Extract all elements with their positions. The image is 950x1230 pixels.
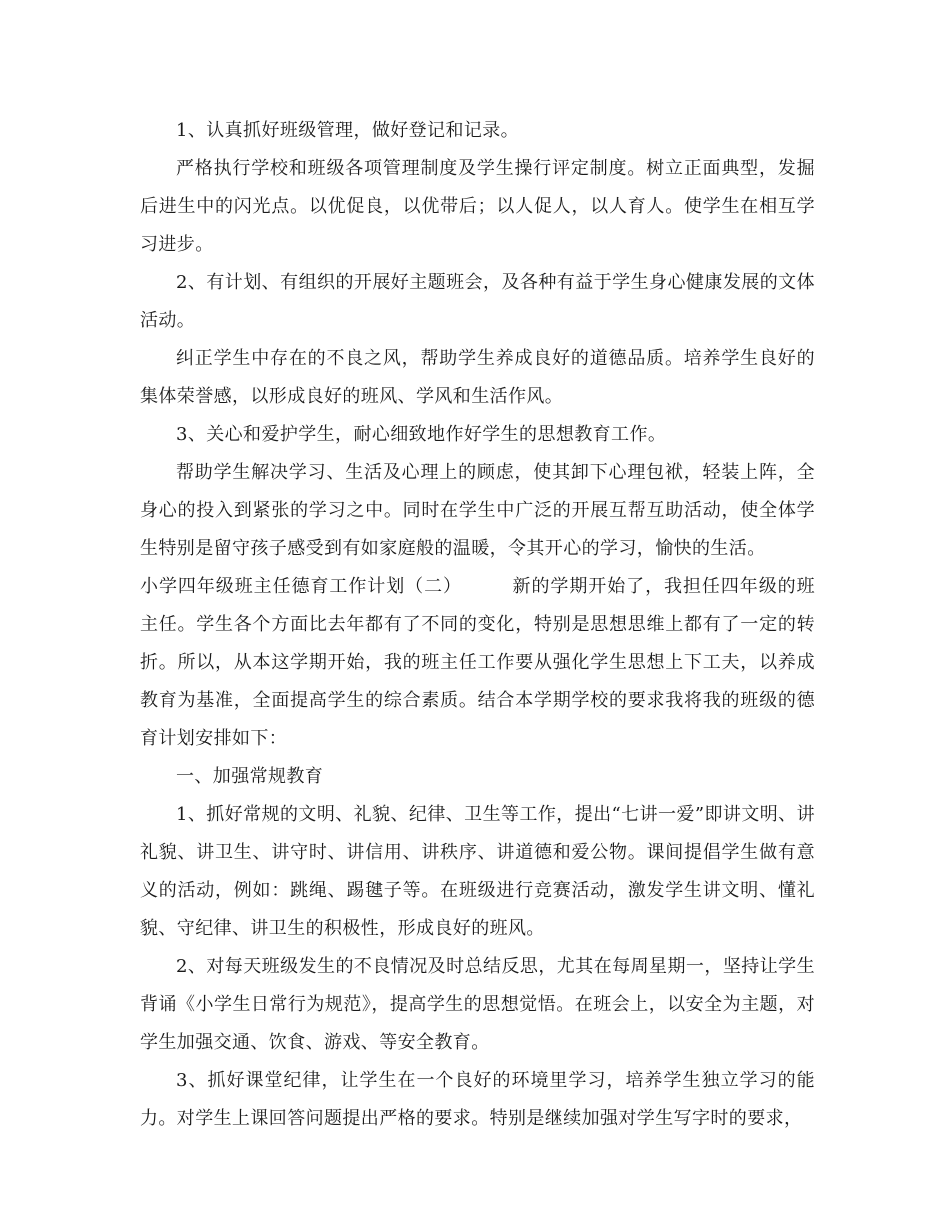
- paragraph: 2、有计划、有组织的开展好主题班会，及各种有益于学生身心健康发展的文体活动。: [140, 272, 815, 331]
- heading-paragraph: 一、加强常规教育: [176, 766, 324, 787]
- section-intro: 新的学期开始了，我担任四年级的班主任。学生各个方面比去年都有了不同的变化，特别是思想思维上都有了一定的转折。所以，从本这学期开始，我的班主任工作要从强化学生思想上下工夫，以养成教育为基准，全面提高学生的综合素质。结合本学期学校的要求我将我的班级的德育计划安排如下：: [140, 576, 815, 749]
- paragraph: 纠正学生中存在的不良之风，帮助学生养成良好的道德品质。培养学生良好的集体荣誉感，以形成良好的班风、学风和生活作风。: [140, 348, 815, 407]
- document-body: [140, 112, 815, 1138]
- paragraph: 3、关心和爱护学生，耐心细致地作好学生的思想教育工作。: [176, 424, 667, 445]
- paragraph: 1、认真抓好班级管理，做好登记和记录。: [176, 120, 520, 141]
- section-title: 小学四年级班主任德育工作计划（二）: [140, 576, 462, 597]
- paragraph: 严格执行学校和班级各项管理制度及学生操行评定制度。树立正面典型，发掘后进生中的闪光点。以优促良，以优带后；以人促人，以人育人。使学生在相互学习进步。: [140, 158, 815, 255]
- section-intro-paragraph: [140, 568, 815, 758]
- paragraph: 2、对每天班级发生的不良情况及时总结反思，尤其在每周星期一，坚持让学生背诵《小学生日常行为规范》，提高学生的思想觉悟。在班会上，以安全为主题，对学生加强交通、饮食、游戏、等安全教育。: [140, 956, 815, 1053]
- paragraph: 帮助学生解决学习、生活及心理上的顾虑，使其卸下心理包袱，轻装上阵，全身心的投入到紧张的学习之中。同时在学生中广泛的开展互帮互助活动，使全体学生特别是留守孩子感受到有如家庭般的温暖，令其开心的学习，愉快的生活。: [140, 462, 815, 559]
- paragraph: 1、抓好常规的文明、礼貌、纪律、卫生等工作，提出“七讲一爱”即讲文明、讲礼貌、讲卫生、讲守时、讲信用、讲秩序、讲道德和爱公物。课间提倡学生做有意义的活动，例如：跳绳、踢毽子等。在班级进行竞赛活动，激发学生讲文明、懂礼貌、守纪律、讲卫生的积极性，形成良好的班风。: [140, 804, 815, 939]
- paragraph: 3、抓好课堂纪律，让学生在一个良好的环境里学习，培养学生独立学习的能力。对学生上课回答问题提出严格的要求。特别是继续加强对学生写字时的要求，: [140, 1070, 815, 1129]
